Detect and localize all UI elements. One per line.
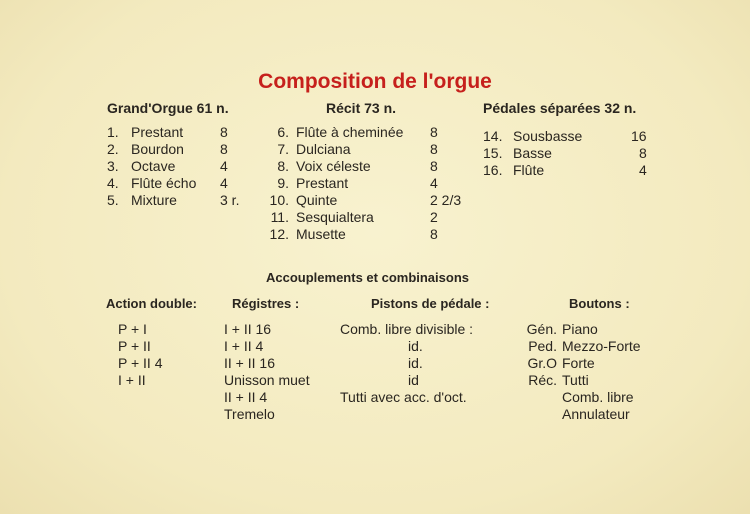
stop-size: 4 (430, 175, 438, 191)
stop-number: 10. (269, 192, 289, 208)
coupler-line: I + II (118, 372, 146, 388)
coupler-line: I + II 16 (224, 321, 272, 337)
stop-name: Octave (131, 158, 176, 174)
piston-line: id. (408, 355, 423, 371)
stop-size: 4 (639, 162, 647, 178)
stop-row (265, 141, 475, 158)
stop-size: 8 (639, 145, 647, 161)
bouton-value: Tutti (562, 372, 589, 388)
stop-row (483, 145, 653, 162)
stop-name: Sousbasse (513, 128, 583, 144)
stop-number: 16. (483, 162, 503, 178)
piston-line: id. (408, 338, 423, 354)
division-heading-pedales: Pédales séparées 32 n. (483, 100, 637, 116)
stop-row (265, 226, 475, 243)
bouton-value: Forte (562, 355, 595, 371)
stop-size: 2 (430, 209, 438, 225)
bouton-row (512, 338, 662, 355)
stop-size: 8 (220, 141, 228, 157)
coupler-line: I + II 4 (224, 338, 264, 354)
stop-name: Voix céleste (296, 158, 371, 174)
stop-number: 11. (270, 209, 289, 225)
coupler-line: Unisson muet (224, 372, 310, 388)
registres-heading: Régistres : (232, 296, 300, 311)
stop-size: 3 r. (220, 192, 240, 208)
stop-size: 4 (220, 158, 228, 174)
bouton-value: Annulateur (562, 406, 630, 422)
stop-name: Prestant (296, 175, 349, 191)
stop-size: 8 (430, 141, 438, 157)
bouton-value: Mezzo-Forte (562, 338, 641, 354)
stop-number: 1. (107, 124, 119, 140)
stop-number: 14. (483, 128, 503, 144)
stop-row (265, 175, 475, 192)
registres-list (224, 321, 310, 423)
piston-line: Comb. libre divisible : (340, 321, 474, 337)
coupler-line: II + II 16 (224, 355, 275, 371)
division-heading-recit: Récit 73 n. (326, 100, 397, 116)
bouton-row (512, 389, 662, 406)
stop-size: 4 (220, 175, 228, 191)
bouton-value: Piano (562, 321, 598, 337)
stop-name: Quinte (296, 192, 338, 208)
stop-name: Basse (513, 145, 552, 161)
stop-name: Flûte écho (131, 175, 197, 191)
stop-number: 2. (107, 141, 119, 157)
division-list-grand-orgue (107, 124, 257, 209)
pistons-list (340, 321, 510, 406)
couplings-heading: Accouplements et combinaisons (266, 270, 469, 285)
piston-line: id (408, 372, 419, 388)
coupler-line: Tremelo (224, 406, 275, 422)
stop-name: Musette (296, 226, 346, 242)
stop-size: 8 (430, 124, 438, 140)
stop-size: 8 (430, 158, 438, 174)
page-title: Composition de l'orgue (258, 70, 492, 93)
bouton-value: Comb. libre (562, 389, 634, 405)
stop-number: 7. (277, 141, 289, 157)
coupler-line: II + II 4 (224, 389, 268, 405)
division-heading-grand-orgue: Grand'Orgue 61 n. (107, 100, 229, 116)
boutons-heading: Boutons : (569, 296, 630, 311)
stop-size: 2 2/3 (430, 192, 462, 208)
stop-row (483, 128, 653, 145)
stop-name: Prestant (131, 124, 184, 140)
stop-number: 5. (107, 192, 119, 208)
coupler-line: P + II (118, 338, 151, 354)
coupler-line: P + I (118, 321, 147, 337)
bouton-row (512, 372, 662, 389)
stop-name: Mixture (131, 192, 177, 208)
stop-name: Flûte (513, 162, 545, 178)
stop-number: 15. (483, 145, 503, 161)
stop-row (107, 192, 257, 209)
stop-row (107, 175, 257, 192)
piston-line: Tutti avec acc. d'oct. (340, 389, 467, 405)
stop-name: Dulciana (296, 141, 351, 157)
pistons-heading: Pistons de pédale : (371, 296, 490, 311)
stop-size: 8 (220, 124, 228, 140)
stop-number: 9. (277, 175, 289, 191)
boutons-list (512, 321, 662, 423)
bouton-row (512, 355, 662, 372)
stop-row (107, 124, 257, 141)
stop-row (265, 192, 475, 209)
bouton-key: Ped. (528, 338, 557, 354)
stop-number: 3. (107, 158, 119, 174)
stop-number: 8. (277, 158, 289, 174)
bouton-row (512, 406, 662, 423)
action-double-heading: Action double: (106, 296, 197, 311)
stop-name: Bourdon (131, 141, 184, 157)
bouton-key: Gr.O (527, 355, 557, 371)
stop-number: 12. (269, 226, 289, 242)
stop-number: 4. (107, 175, 119, 191)
stop-name: Flûte à cheminée (296, 124, 404, 140)
bouton-row (512, 321, 662, 338)
stop-name: Sesquialtera (296, 209, 374, 225)
stop-row (265, 158, 475, 175)
stop-size: 8 (430, 226, 438, 242)
stop-size: 16 (631, 128, 647, 144)
bouton-key: Gén. (526, 321, 557, 337)
stop-row (483, 162, 653, 179)
coupler-line: P + II 4 (118, 355, 163, 371)
stop-row (265, 124, 475, 141)
action-double-list (118, 321, 163, 389)
division-list-pedales (483, 128, 653, 179)
stop-number: 6. (277, 124, 289, 140)
bouton-key: Réc. (528, 372, 557, 388)
stop-row (265, 209, 475, 226)
division-list-recit (265, 124, 475, 243)
stop-row (107, 141, 257, 158)
stop-row (107, 158, 257, 175)
